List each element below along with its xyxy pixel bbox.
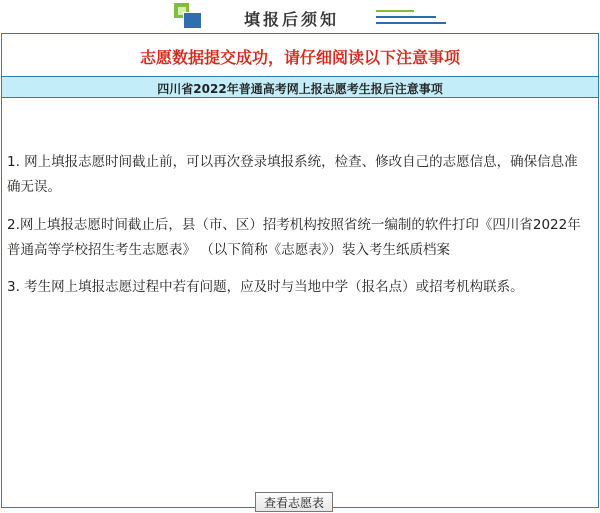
- success-notice: [2, 34, 598, 77]
- page-title: 填报后须知: [244, 10, 340, 29]
- success-message: 志愿数据提交成功，请仔细阅读以下注意事项: [139, 48, 460, 67]
- notice-item-1: 1. 网上填报志愿时间截止前，可以再次登录填报系统，检查、修改自己的志愿信息，确保信息准确无误。: [7, 154, 578, 195]
- logo-icon: [174, 3, 202, 29]
- notice-content: [2, 98, 598, 510]
- notice-item-2: 2.网上填报志愿时间截止后，县（市、区）招考机构按照省统一编制的软件打印《四川省2022年普通高等学校招生考生志愿表》 （以下简称《志愿表》）装入考生纸质档案: [7, 217, 581, 258]
- section-header: [2, 77, 598, 98]
- section-title: 四川省2022年普通高考网上报志愿考生报后注意事项: [157, 82, 443, 96]
- page-header: [0, 0, 600, 32]
- decorative-lines: [376, 10, 446, 24]
- notice-panel: [1, 33, 599, 508]
- view-application-form-button[interactable]: 查看志愿表: [255, 492, 333, 512]
- notice-item-3: 3. 考生网上填报志愿过程中若有问题，应及时与当地中学（报名点）或招考机构联系。: [7, 279, 524, 295]
